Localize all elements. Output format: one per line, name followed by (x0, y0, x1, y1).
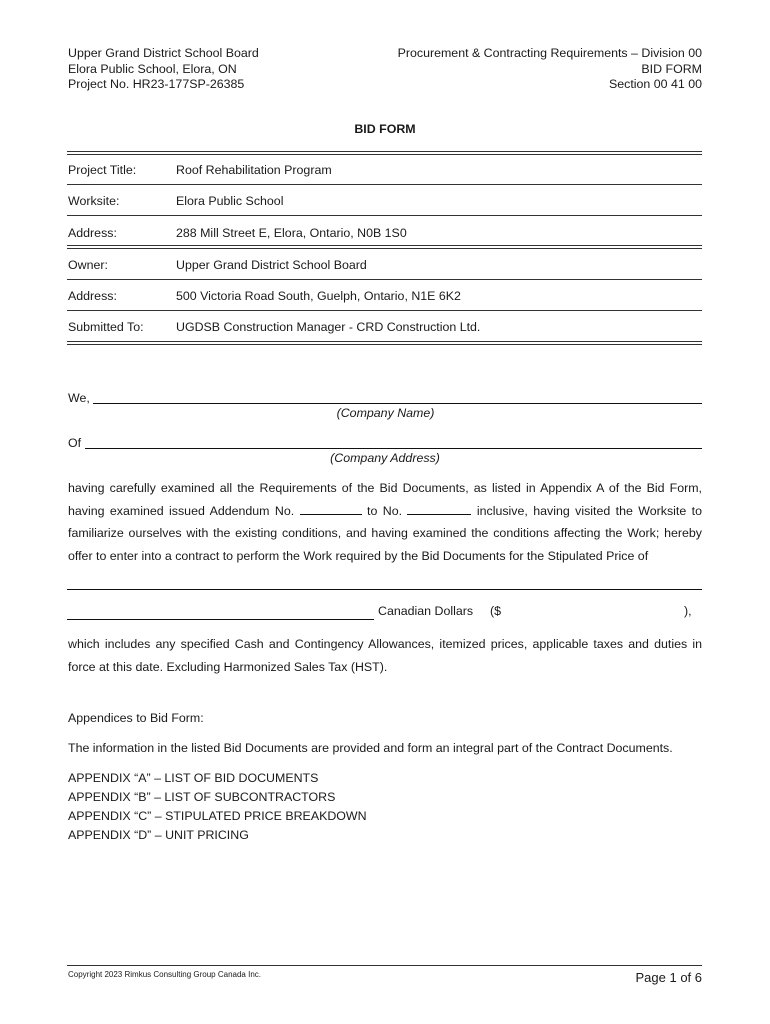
org-name: Upper Grand District School Board (68, 46, 259, 60)
dollar-amount-open: ($ (490, 604, 502, 618)
price-words-line-2[interactable] (67, 619, 374, 620)
appendix-a: APPENDIX “A” – LIST OF BID DOCUMENTS (68, 771, 319, 785)
value-owner: Upper Grand District School Board (176, 258, 367, 272)
offer-text-part1: having carefully examined all the Requirements of the Bid Documents, as listed in Appendix A of the Bid Form, having examined issued Addendum No. (68, 481, 702, 518)
company-address-caption: (Company Address) (330, 451, 440, 465)
appendices-heading: Appendices to Bid Form: (68, 711, 204, 725)
value-project-title: Roof Rehabilitation Program (176, 163, 332, 177)
company-name-field[interactable] (93, 403, 702, 404)
offer-text-to: to No. (367, 503, 403, 518)
row-divider (67, 310, 702, 311)
allowances-paragraph: which includes any specified Cash and Contingency Allowances, itemized prices, applicable taxes and duties in force at this date. Excluding Harmonized Sales Tax (HST). (68, 637, 702, 674)
appendix-d: APPENDIX “D” – UNIT PRICING (68, 828, 249, 842)
row-divider (67, 279, 702, 280)
header-left (68, 46, 259, 93)
price-words-line-1[interactable] (67, 589, 702, 590)
row-divider (67, 184, 702, 185)
dollar-amount-close: ), (684, 604, 692, 618)
group-divider (67, 245, 702, 249)
offer-text-part2: inclusive, having visited the Worksite to familiarize ourselves with the existing conditions, and having examined the conditions affecting the Work; hereby offer to enter into a contract to perform the Work required by the Bid Documents for the Stipulated Price of (68, 503, 702, 563)
footer-rule (67, 965, 702, 966)
appendix-b: APPENDIX “B” – LIST OF SUBCONTRACTORS (68, 790, 336, 804)
label-owner: Owner: (68, 258, 108, 272)
label-worksite-address: Address: (68, 226, 117, 240)
label-worksite: Worksite: (68, 194, 120, 208)
offer-paragraph (68, 477, 702, 567)
page-number: Page 1 of 6 (635, 970, 702, 985)
canadian-dollars-label: Canadian Dollars (378, 604, 474, 618)
addendum-from-field[interactable] (300, 502, 362, 515)
header-right (398, 46, 702, 93)
of-label: Of (68, 436, 82, 450)
school-name: Elora Public School, Elora, ON (68, 61, 237, 76)
value-worksite-address: 288 Mill Street E, Elora, Ontario, N0B 1S0 (176, 226, 407, 240)
project-number: Project No. HR23-177SP-26385 (68, 77, 245, 91)
we-label: We, (68, 391, 90, 405)
appendix-list (68, 769, 367, 845)
appendices-intro: The information in the listed Bid Documents are provided and form an integral part of the Contract Documents. (68, 741, 673, 755)
form-name: BID FORM (641, 61, 702, 76)
section-number: Section 00 41 00 (608, 77, 702, 91)
company-address-field[interactable] (85, 448, 702, 449)
table-top-rule (67, 151, 702, 155)
value-owner-address: 500 Victoria Road South, Guelph, Ontario, N1E 6K2 (176, 289, 461, 303)
company-name-caption: (Company Name) (336, 406, 435, 420)
copyright-text: Copyright 2023 Rimkus Consulting Group Canada Inc. (68, 970, 261, 979)
page-title: BID FORM (354, 122, 416, 136)
division-title: Procurement & Contracting Requirements – Division 00 (397, 46, 702, 60)
table-bottom-rule (67, 341, 702, 345)
row-divider (67, 215, 702, 216)
addendum-to-field[interactable] (407, 502, 471, 515)
appendix-c: APPENDIX “C” – STIPULATED PRICE BREAKDOWN (68, 809, 367, 823)
dollar-amount-field[interactable] (508, 602, 680, 618)
label-project-title: Project Title: (68, 163, 137, 177)
value-submitted-to: UGDSB Construction Manager - CRD Construction Ltd. (176, 320, 481, 334)
label-submitted-to: Submitted To: (68, 320, 144, 334)
label-owner-address: Address: (68, 289, 117, 303)
value-worksite: Elora Public School (176, 194, 284, 208)
